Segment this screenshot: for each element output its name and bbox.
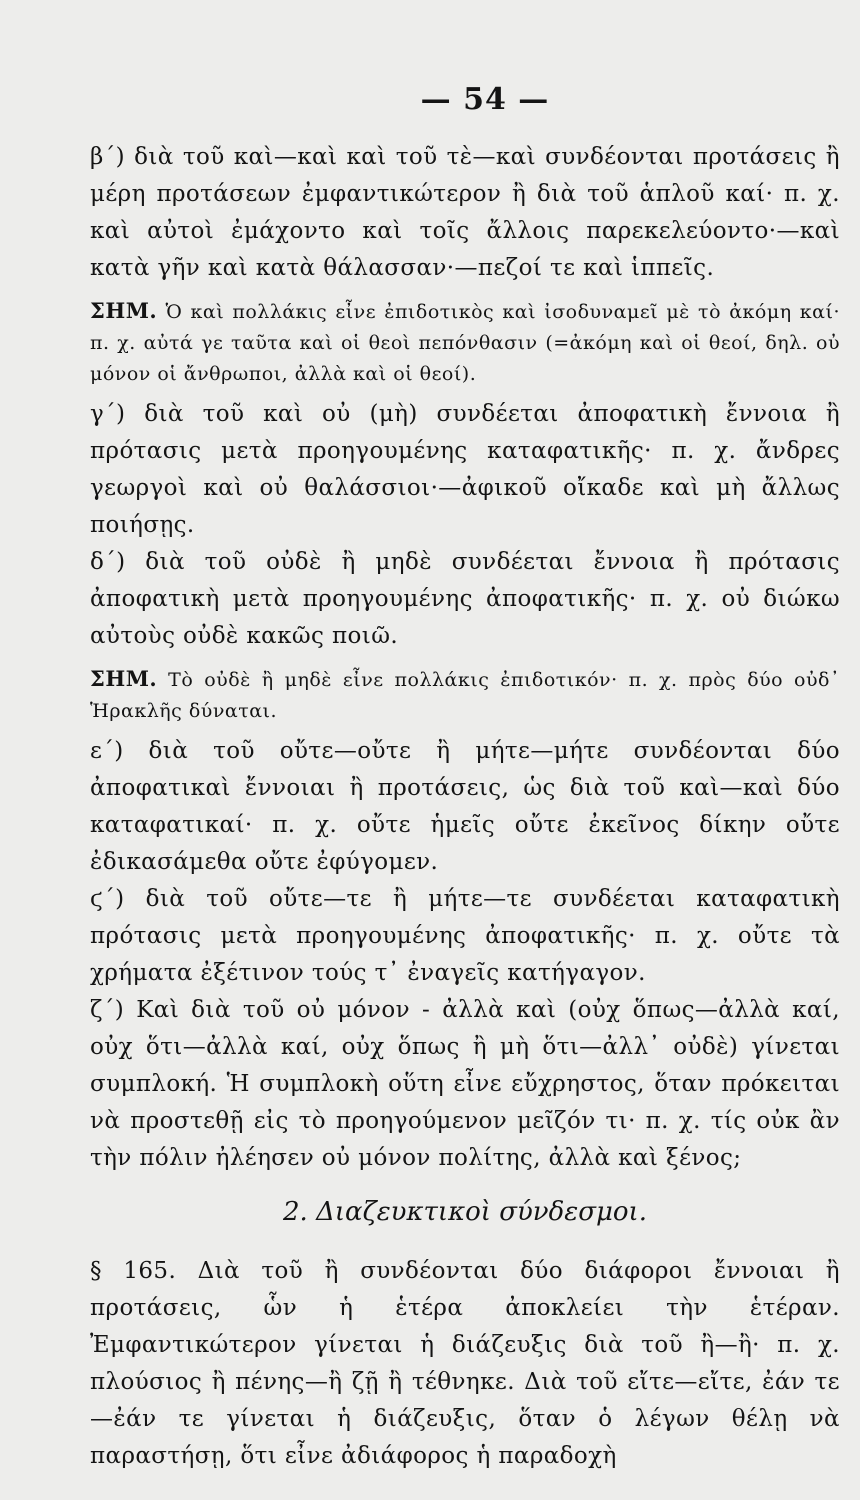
paragraph-beta: β΄) διὰ τοῦ καὶ—καὶ καὶ τοῦ τὲ—καὶ συνδέονται προτάσεις ἢ μέρη προτάσεων ἐμφαντικώτερον ἢ διὰ τοῦ ἁπλοῦ καί· π. χ. καὶ αὐτοὶ ἐμάχοντο καὶ τοῖς ἄλλοις παρεκελεύοντο·—καὶ κατὰ γῆν καὶ κατὰ θάλασσαν·—πεζοί τε καὶ ἱππεῖς.	[90, 144, 840, 281]
paragraph-delta: δ΄) διὰ τοῦ οὐδὲ ἢ μηδὲ συνδέεται ἔννοια ἢ πρότασις ἀποφατικὴ μετὰ προηγουμένης ἀποφατικῆς· π. χ. οὐ διώκω αὐτοὺς οὐδὲ κακῶς ποιῶ.	[90, 549, 840, 649]
section-heading: 2. Διαζευκτικοὶ σύνδεσμοι.	[283, 1197, 647, 1227]
paragraph-zeta: ζ΄) Καὶ διὰ τοῦ οὐ μόνον - ἀλλὰ καὶ (οὐχ ὅπως—ἀλλὰ καί, οὐχ ὅτι—ἀλλὰ καί, οὐχ ὅπως ἢ μὴ ὅτι—ἀλλ᾽ οὐδὲ) γίνεται συμπλοκή. Ἡ συμπλοκὴ οὕτη εἶνε εὔχρηστος, ὅταν πρόκειται νὰ προστεθῇ εἰς τὸ προηγούμενον μεῖζόν τι· π. χ. τίς οὐκ ἂν τὴν πόλιν ἠλέησεν οὐ μόνον πολίτης, ἀλλὰ καὶ ξένος;	[90, 997, 840, 1171]
paragraph-epsilon: ε΄) διὰ τοῦ οὔτε—οὔτε ἢ μήτε—μήτε συνδέονται δύο ἀποφατικαὶ ἔννοιαι ἢ προτάσεις, ὡς διὰ τοῦ καὶ—καὶ δύο καταφατικαί· π. χ. οὔτε ἡμεῖς οὔτε ἐκεῖνος δίκην οὔτε ἐδικασάμεθα οὔτε ἐφύγομεν.	[90, 738, 840, 875]
paragraph-gamma: γ΄) διὰ τοῦ καὶ οὐ (μὴ) συνδέεται ἀποφατικὴ ἔννοια ἢ πρότασις μετὰ προηγουμένης καταφατικῆς· π. χ. ἄνδρες γεωργοὶ καὶ οὐ θαλάσσιοι·—ἀφικοῦ οἴκαδε καὶ μὴ ἄλλως ποιήσῃς.	[90, 401, 840, 538]
section-165-paragraph: § 165. Διὰ τοῦ ἢ συνδέονται δύο διάφοροι ἔννοιαι ἢ προτάσεις, ὧν ἡ ἑτέρα ἀποκλείει τὴν ἑτέραν. Ἐμφαντικώτερον γίνεται ἡ διάζευξις διὰ τοῦ ἢ—ἢ· π. χ. πλούσιος ἢ πένης—ἢ ζῇ ἢ τέθνηκε. Διὰ τοῦ εἴτε—εἴτε, ἐάν τε—ἐάν τε γίνεται ἡ διάζευξις, ὅταν ὁ λέγων θέλῃ νὰ παραστήσῃ, ὅτι εἶνε ἀδιάφορος ἡ παραδοχὴ	[90, 1258, 840, 1469]
note-tag: ΣΗΜ.	[90, 666, 158, 691]
note-text: Τὸ οὐδὲ ἢ μηδὲ εἶνε πολλάκις ἐπιδοτικόν· π. χ. πρὸς δύο οὐδ᾽ Ἡρακλῆς δύναται.	[90, 669, 840, 722]
page-number: — 54 —	[420, 82, 550, 117]
paragraph-stigma: ϛ΄) διὰ τοῦ οὔτε—τε ἢ μήτε—τε συνδέεται καταφατικὴ πρότασις μετὰ προηγουμένης ἀποφατικῆς· π. χ. οὔτε τὰ χρήματα ἐξέτινον τούς τ᾽ ἐναγεῖς κατήγαγον.	[90, 886, 840, 986]
note-text: Ὁ καὶ πολλάκις εἶνε ἐπιδοτικὸς καὶ ἰσοδυναμεῖ μὲ τὸ ἀκόμη καί· π. χ. αὐτά γε ταῦτα καὶ οἱ θεοὶ πεπόνθασιν (=ἀκόμη καὶ οἱ θεοί, δηλ. οὐ μόνον οἱ ἄνθρωποι, ἀλλὰ καὶ οἱ θεοί).	[90, 301, 840, 385]
note-2	[90, 663, 840, 727]
note-tag: ΣΗΜ.	[90, 298, 158, 323]
note-1	[90, 295, 840, 390]
